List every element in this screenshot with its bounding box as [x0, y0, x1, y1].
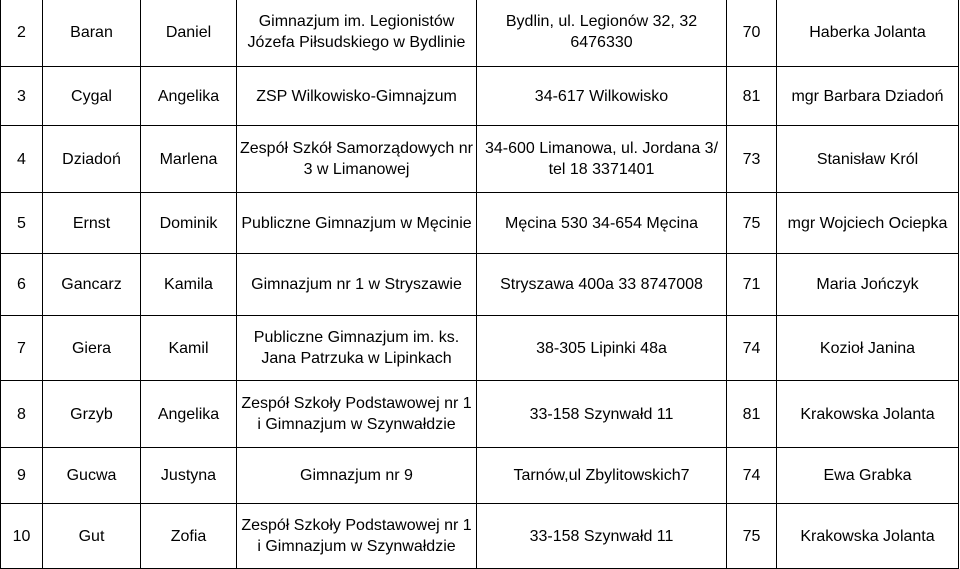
cell-school: Gimnazjum nr 1 w Stryszawie — [237, 254, 477, 316]
cell-number: 4 — [1, 126, 43, 193]
cell-address: 33-158 Szynwałd 11 — [477, 504, 727, 569]
table-row — [1, 67, 959, 126]
cell-surname: Gancarz — [43, 254, 141, 316]
cell-points: 74 — [727, 448, 777, 504]
cell-address: 34-617 Wilkowisko — [477, 67, 727, 126]
cell-first-name: Kamil — [141, 316, 237, 381]
cell-address: 34-600 Limanowa, ul. Jordana 3/ tel 18 3371401 — [477, 126, 727, 193]
cell-first-name: Angelika — [141, 67, 237, 126]
cell-points: 75 — [727, 193, 777, 254]
table-row — [1, 448, 959, 504]
table-row — [1, 0, 959, 67]
cell-school: Publiczne Gimnazjum w Męcinie — [237, 193, 477, 254]
cell-teacher: Krakowska Jolanta — [777, 381, 959, 448]
cell-first-name: Kamila — [141, 254, 237, 316]
cell-address: Męcina 530 34-654 Męcina — [477, 193, 727, 254]
table-row — [1, 316, 959, 381]
table-row — [1, 254, 959, 316]
cell-teacher: Stanisław Król — [777, 126, 959, 193]
cell-points: 75 — [727, 504, 777, 569]
cell-number: 6 — [1, 254, 43, 316]
cell-surname: Ernst — [43, 193, 141, 254]
cell-first-name: Zofia — [141, 504, 237, 569]
cell-teacher: Ewa Grabka — [777, 448, 959, 504]
cell-points: 70 — [727, 0, 777, 67]
cell-number: 2 — [1, 0, 43, 67]
cell-points: 81 — [727, 381, 777, 448]
cell-teacher: Haberka Jolanta — [777, 0, 959, 67]
cell-surname: Giera — [43, 316, 141, 381]
table-row — [1, 126, 959, 193]
cell-address: Stryszawa 400a 33 8747008 — [477, 254, 727, 316]
cell-surname: Dziadoń — [43, 126, 141, 193]
cell-surname: Gucwa — [43, 448, 141, 504]
cell-points: 71 — [727, 254, 777, 316]
cell-number: 9 — [1, 448, 43, 504]
cell-first-name: Dominik — [141, 193, 237, 254]
table-row — [1, 193, 959, 254]
cell-number: 8 — [1, 381, 43, 448]
cell-teacher: Kozioł Janina — [777, 316, 959, 381]
cell-school: Zespół Szkoły Podstawowej nr 1 i Gimnazjum w Szynwałdzie — [237, 381, 477, 448]
cell-surname: Gut — [43, 504, 141, 569]
cell-school: ZSP Wilkowisko-Gimnajzum — [237, 67, 477, 126]
cell-points: 73 — [727, 126, 777, 193]
cell-surname: Cygal — [43, 67, 141, 126]
cell-points: 74 — [727, 316, 777, 381]
cell-school: Zespół Szkół Samorządowych nr 3 w Limanowej — [237, 126, 477, 193]
cell-number: 3 — [1, 67, 43, 126]
cell-first-name: Daniel — [141, 0, 237, 67]
cell-first-name: Justyna — [141, 448, 237, 504]
cell-teacher: Krakowska Jolanta — [777, 504, 959, 569]
cell-address: Tarnów,ul Zbylitowskich7 — [477, 448, 727, 504]
cell-teacher: mgr Wojciech Ociepka — [777, 193, 959, 254]
cell-school: Gimnazjum im. Legionistów Józefa Piłsudskiego w Bydlinie — [237, 0, 477, 67]
cell-school: Gimnazjum nr 9 — [237, 448, 477, 504]
cell-number: 10 — [1, 504, 43, 569]
cell-school: Publiczne Gimnazjum im. ks. Jana Patrzuka w Lipinkach — [237, 316, 477, 381]
table-row — [1, 381, 959, 448]
cell-teacher: Maria Jończyk — [777, 254, 959, 316]
cell-address: 38-305 Lipinki 48a — [477, 316, 727, 381]
cell-teacher: mgr Barbara Dziadoń — [777, 67, 959, 126]
cell-school: Zespół Szkoły Podstawowej nr 1 i Gimnazjum w Szynwałdzie — [237, 504, 477, 569]
cell-address: Bydlin, ul. Legionów 32, 32 6476330 — [477, 0, 727, 67]
cell-address: 33-158 Szynwałd 11 — [477, 381, 727, 448]
cell-first-name: Angelika — [141, 381, 237, 448]
cell-number: 7 — [1, 316, 43, 381]
cell-first-name: Marlena — [141, 126, 237, 193]
cell-number: 5 — [1, 193, 43, 254]
cell-points: 81 — [727, 67, 777, 126]
cell-surname: Baran — [43, 0, 141, 67]
cell-surname: Grzyb — [43, 381, 141, 448]
